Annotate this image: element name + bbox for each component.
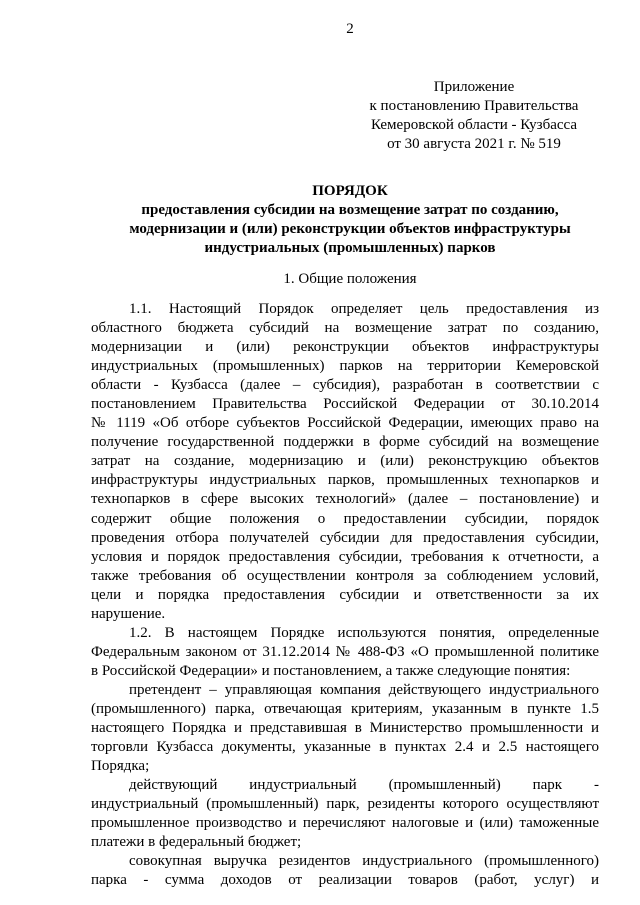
document-title: ПОРЯДОК (312, 183, 388, 199)
body-line: парка - сумма доходов от реализации товаров (работ, услуг) и (91, 872, 599, 889)
body-line: 1.1. Настоящий Порядок определяет цель предоставления из (129, 301, 599, 317)
body-line: № 1119 «Об отборе субъектов Российской Федерации, имеющих право на (91, 415, 599, 432)
subtitle-line: модернизации и (или) реконструкции объектов инфраструктуры (129, 221, 571, 237)
body-line: индустриальных (промышленных) парков на территории Кемеровской (91, 358, 599, 375)
subtitle-line: предоставления субсидии на возмещение затрат по созданию, (141, 202, 559, 218)
body-line: Федеральным законом от 31.12.2014 № 488-ФЗ «О промышленной политике (91, 643, 599, 660)
body-line: (промышленного) парка, отвечающая критериям, указанным в пункте 1.5 (91, 700, 599, 717)
page-number: 2 (346, 21, 354, 37)
body-line: постановлением Правительства Российской Федерации от 30.10.2014 (91, 396, 599, 413)
document-subtitle (100, 201, 600, 258)
section-heading: 1. Общие положения (283, 271, 417, 287)
appendix-block (330, 78, 618, 154)
body-line: содержит общие положения о предоставлении субсидии, порядок (91, 510, 599, 527)
body-line: Порядка; (91, 758, 150, 775)
body-line: модернизации и (или) реконструкции объектов инфраструктуры (91, 339, 599, 356)
body-line: также требования об осуществлении контроля за соблюдением условий, (91, 567, 599, 584)
body-line: области - Кузбасса (далее – субсидия), разработан в соответствии с (91, 377, 599, 394)
body-line: затрат на создание, модернизацию и (или) реконструкцию объектов (91, 453, 599, 470)
body-line: настоящего Порядка и представившая в Министерство промышленности и (91, 720, 599, 737)
body-line: нарушение. (91, 605, 166, 622)
body-text (91, 300, 599, 890)
subtitle-line: индустриальных (промышленных) парков (204, 240, 496, 256)
body-line: действующий индустриальный (промышленный) парк - (129, 777, 599, 794)
body-line: промышленное производство и перечисляют налоговые и (или) таможенные (91, 815, 599, 832)
body-line: совокупная выручка резидентов индустриального (промышленного) (129, 853, 599, 870)
body-line: цели и порядка предоставления субсидии и ответственности за их (91, 586, 599, 603)
body-line: областного бюджета субсидий на возмещение затрат по созданию, (91, 320, 599, 337)
body-line: платежи в федеральный бюджет; (91, 834, 302, 851)
body-line: торговли Кузбасса документы, указанные в пунктах 2.4 и 2.5 настоящего (91, 739, 599, 756)
appendix-line: к постановлению Правительства (369, 98, 579, 114)
body-line: условия и порядок предоставления субсидии, требования к отчетности, а (91, 548, 599, 565)
body-line: претендент – управляющая компания действующего индустриального (129, 681, 599, 698)
appendix-line: Кемеровской области - Кузбасса (370, 117, 578, 133)
body-line: индустриальный (промышленный) парк, резиденты которого осуществляют (91, 796, 599, 813)
body-line: 1.2. В настоящем Порядке используются понятия, определенные (129, 624, 599, 641)
appendix-line: Приложение (433, 79, 515, 95)
body-line: технопарков в сфере высоких технологий» (далее – постановление) и (91, 491, 599, 508)
appendix-line: от 30 августа 2021 г. № 519 (387, 136, 561, 152)
body-line: получение государственной поддержки в форме субсидий на возмещение (91, 434, 599, 451)
body-line: инфраструктуры индустриальных парков, промышленных технопарков и (91, 472, 599, 489)
body-line: в Российской Федерации» и постановлением, а также следующие понятия: (91, 662, 571, 679)
body-line: проведения отбора получателей субсидии для предоставления субсидии, (91, 529, 599, 546)
